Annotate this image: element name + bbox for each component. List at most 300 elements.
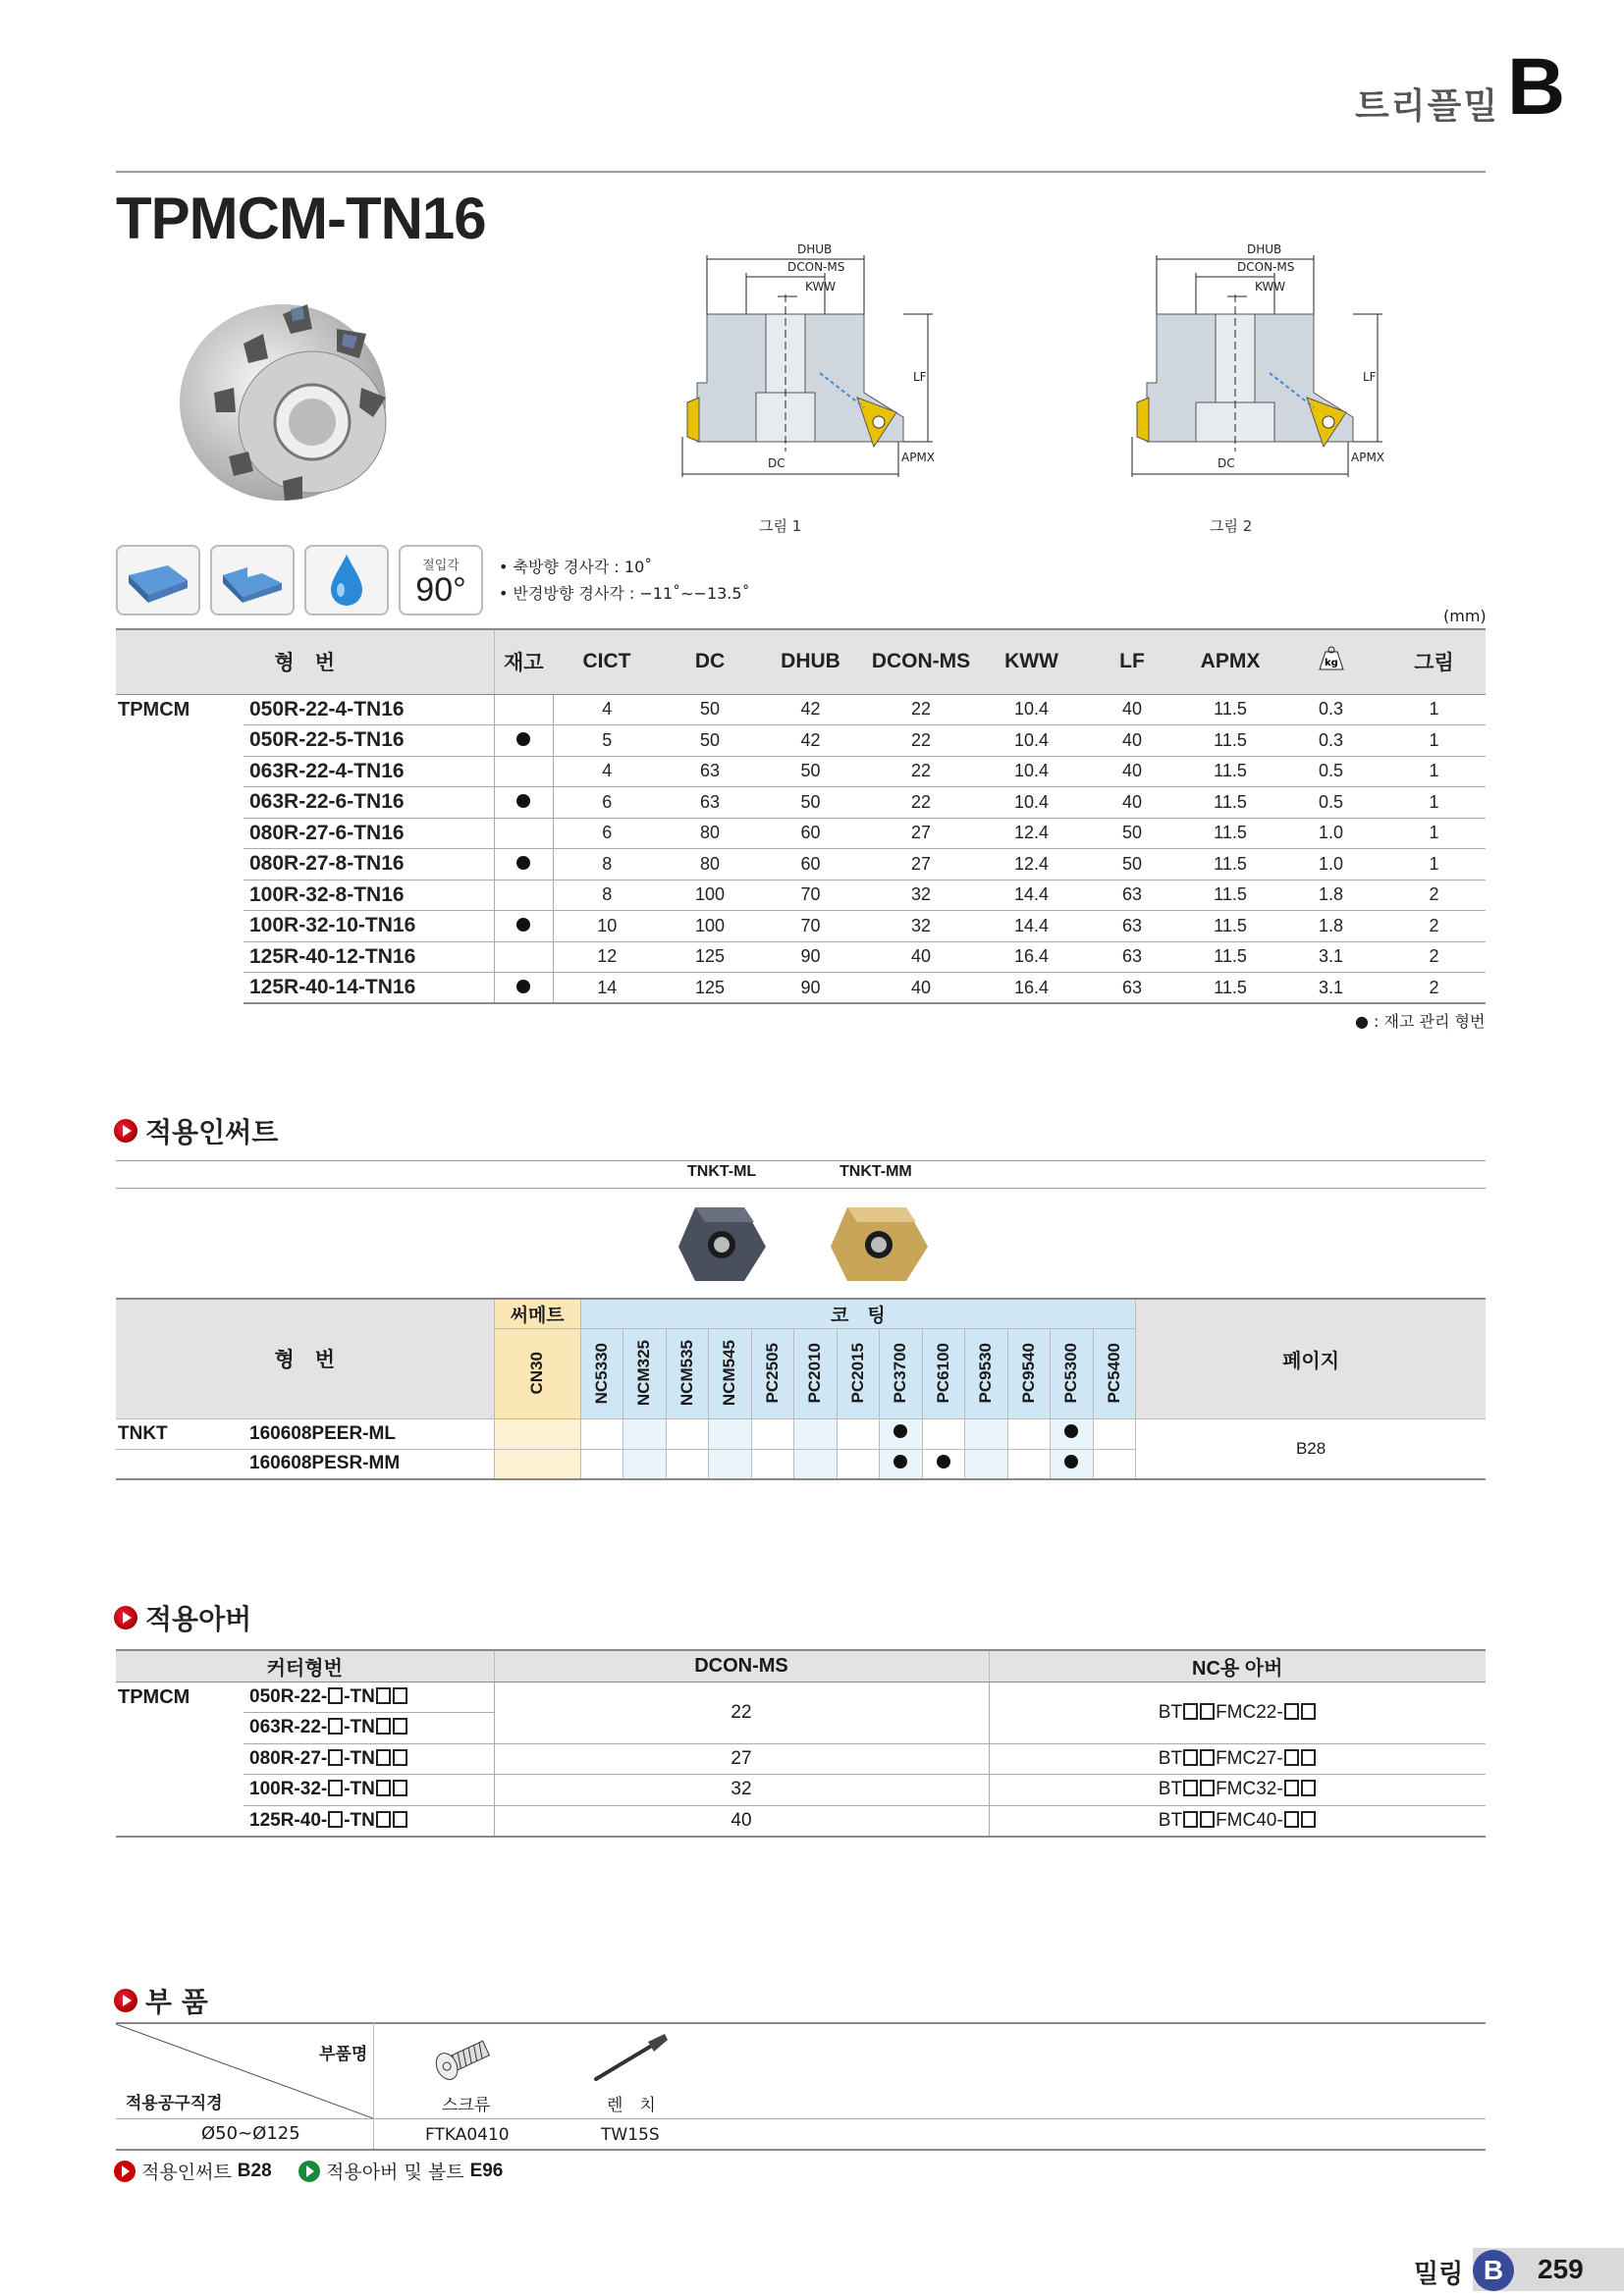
- table-row: [116, 818, 1486, 849]
- spec-cell: 3.1: [1279, 941, 1382, 973]
- grade-header: PC5400: [1093, 1328, 1136, 1418]
- spec-cell: 63: [1083, 880, 1181, 911]
- spec-cell: 50: [661, 725, 759, 757]
- spec-cell: 63: [661, 787, 759, 819]
- col-lf: LF: [1083, 629, 1181, 694]
- insert-name-line: [116, 1188, 1486, 1189]
- section-arrow-icon: [114, 1606, 137, 1629]
- available-dot-icon: [1064, 1455, 1078, 1468]
- table-row: [116, 911, 1486, 942]
- arbor-row: [116, 1743, 1486, 1775]
- placeholder-box-icon: [1284, 1703, 1299, 1720]
- label-dc: DC: [768, 456, 785, 470]
- grade-cell: [965, 1449, 1008, 1479]
- model-code: 100R-32-8-TN16: [244, 880, 494, 911]
- placeholder-box-icon: [1200, 1749, 1215, 1766]
- spec-table: [116, 628, 1486, 1004]
- arbor-table: [116, 1649, 1486, 1838]
- insert-model: 160608PEER-ML: [244, 1418, 494, 1449]
- spec-cell: 90: [759, 973, 862, 1004]
- spec-cell: 70: [759, 911, 862, 942]
- page-title: TPMCM-TN16: [116, 186, 486, 251]
- spec-cell: 22: [862, 725, 980, 757]
- spec-cell: 10: [553, 911, 661, 942]
- model-code: 100R-32-10-TN16: [244, 911, 494, 942]
- spec-cell: 11.5: [1181, 880, 1279, 911]
- spec-cell: 11.5: [1181, 849, 1279, 881]
- spec-cell: 1: [1382, 787, 1486, 819]
- available-dot-icon: [893, 1455, 907, 1468]
- spec-cell: 0.5: [1279, 787, 1382, 819]
- arbor-dcon: 22: [494, 1682, 989, 1743]
- grade-cell: [494, 1418, 580, 1449]
- model-code: 125R-40-12-TN16: [244, 941, 494, 973]
- spec-cell: 14.4: [980, 911, 1083, 942]
- model-group: TPMCM: [118, 698, 190, 721]
- spec-cell: 12: [553, 941, 661, 973]
- table-row: [116, 787, 1486, 819]
- spec-cell: 90: [759, 941, 862, 973]
- model-code: 063R-22-6-TN16: [244, 787, 494, 819]
- table-row: [116, 756, 1486, 787]
- stock-cell: [494, 725, 553, 757]
- spec-cell: 50: [759, 756, 862, 787]
- arbor-model: 063R-22- -TN: [244, 1713, 494, 1744]
- ref-arrow-icon: [114, 2161, 135, 2182]
- placeholder-box-icon: [1200, 1780, 1215, 1796]
- grade-cell: [1051, 1418, 1094, 1449]
- col-model: 형 번: [116, 629, 494, 694]
- spec-cell: 40: [1083, 756, 1181, 787]
- arbor-row: [116, 1805, 1486, 1837]
- stock-cell: [494, 973, 553, 1004]
- spec-cell: 63: [1083, 973, 1181, 1004]
- spec-cell: 63: [1083, 941, 1181, 973]
- svg-text:LF: LF: [1363, 370, 1377, 384]
- spec-cell: 125: [661, 973, 759, 1004]
- spec-cell: 1.0: [1279, 849, 1382, 881]
- part-screw-code: FTKA0410: [425, 2125, 510, 2145]
- grade-cell: [880, 1449, 923, 1479]
- ref-insert-link[interactable]: 적용인써트 B28: [114, 2158, 272, 2184]
- available-dot-icon: [937, 1455, 950, 1468]
- spec-cell: 2: [1382, 973, 1486, 1004]
- insert-name-mm: TNKT-MM: [839, 1163, 912, 1180]
- table-row: [116, 694, 1486, 725]
- label-kww: KWW: [805, 280, 837, 294]
- stock-cell: [494, 818, 553, 849]
- stock-dot-icon: [516, 980, 530, 993]
- spec-cell: 11.5: [1181, 787, 1279, 819]
- spec-cell: 50: [1083, 818, 1181, 849]
- col-apmx: APMX: [1181, 629, 1279, 694]
- label-lf: LF: [913, 370, 927, 384]
- stock-cell: [494, 880, 553, 911]
- insert-page-ref: B28: [1136, 1418, 1486, 1479]
- grade-cell: [580, 1418, 623, 1449]
- spec-cell: 1.8: [1279, 880, 1382, 911]
- radial-rake-angle: • 반경방향 경사각 : −11˚∼−13.5˚: [499, 584, 750, 603]
- available-dot-icon: [893, 1424, 907, 1438]
- arbor-col-cutter: 커터형번: [116, 1650, 494, 1682]
- stock-cell: [494, 941, 553, 973]
- model-code: 125R-40-14-TN16: [244, 973, 494, 1004]
- spec-cell: 16.4: [980, 973, 1083, 1004]
- part-screw-name: 스크류: [442, 2096, 491, 2115]
- tool-dia-label: 적용공구직경: [126, 2094, 223, 2113]
- col-figure: 그림: [1382, 629, 1486, 694]
- arbor-code: BT FMC27-: [989, 1743, 1486, 1775]
- approach-angle-badge: [399, 545, 483, 615]
- placeholder-box-icon: [328, 1749, 343, 1766]
- header-divider: [116, 171, 1486, 173]
- spec-cell: 1: [1382, 694, 1486, 725]
- grade-cell: [794, 1418, 838, 1449]
- spec-cell: 14: [553, 973, 661, 1004]
- stock-dot-icon: [516, 918, 530, 932]
- arbor-dcon: 32: [494, 1775, 989, 1806]
- spec-cell: 11.5: [1181, 818, 1279, 849]
- spec-cell: 11.5: [1181, 725, 1279, 757]
- col-kww: KWW: [980, 629, 1083, 694]
- svg-text:DCON-MS: DCON-MS: [1237, 260, 1295, 274]
- arbor-group: [116, 1713, 244, 1744]
- arbor-col-dcon: DCON-MS: [494, 1650, 989, 1682]
- placeholder-box-icon: [376, 1718, 391, 1735]
- grade-cell: [1007, 1418, 1051, 1449]
- spec-cell: 4: [553, 694, 661, 725]
- spec-cell: 80: [661, 849, 759, 881]
- arbor-model: 100R-32- -TN: [244, 1775, 494, 1806]
- insert-model: 160608PESR-MM: [244, 1449, 494, 1479]
- grade-header: PC9530: [965, 1328, 1008, 1418]
- label-apmx: APMX: [901, 451, 936, 464]
- placeholder-box-icon: [1183, 1780, 1198, 1796]
- axial-rake-angle: • 축방향 경사각 : 10˚: [499, 558, 653, 576]
- spec-cell: 2: [1382, 911, 1486, 942]
- insert-group: [116, 1449, 244, 1479]
- insert-table: [116, 1298, 1486, 1480]
- spec-cell: 8: [553, 849, 661, 881]
- grade-header: NC5330: [580, 1328, 623, 1418]
- arbor-group: TPMCM: [118, 1685, 190, 1708]
- parts-header-line: [116, 2118, 1486, 2119]
- col-cict: CICT: [553, 629, 661, 694]
- spec-cell: 80: [661, 818, 759, 849]
- grade-cell: [922, 1418, 965, 1449]
- insert-group: TNKT: [116, 1418, 244, 1449]
- placeholder-box-icon: [393, 1780, 407, 1796]
- model-code: 080R-27-6-TN16: [244, 818, 494, 849]
- spec-cell: 12.4: [980, 849, 1083, 881]
- screw-icon: [432, 2030, 501, 2089]
- stock-cell: [494, 849, 553, 881]
- spec-cell: 40: [1083, 694, 1181, 725]
- insert-tnkt-mm-image: [828, 1202, 931, 1286]
- arbor-code: BT FMC22-: [989, 1682, 1486, 1743]
- spec-cell: 70: [759, 880, 862, 911]
- svg-text:DHUB: DHUB: [1247, 242, 1282, 256]
- grade-header: PC6100: [922, 1328, 965, 1418]
- insert-row: [116, 1418, 1486, 1449]
- arbor-code: BT FMC40-: [989, 1805, 1486, 1837]
- col-stock: 재고: [494, 629, 553, 694]
- grade-cell: [751, 1449, 794, 1479]
- spec-cell: 6: [553, 787, 661, 819]
- grade-cell: [1093, 1449, 1136, 1479]
- label-dhub: DHUB: [797, 242, 833, 256]
- spec-cell: 1.0: [1279, 818, 1382, 849]
- grade-header: NCM535: [666, 1328, 709, 1418]
- placeholder-box-icon: [1284, 1780, 1299, 1796]
- placeholder-box-icon: [1200, 1811, 1215, 1828]
- grade-header: PC9540: [1007, 1328, 1051, 1418]
- category-title: 트리플밀: [1355, 86, 1500, 127]
- placeholder-box-icon: [328, 1687, 343, 1704]
- spec-cell: 10.4: [980, 756, 1083, 787]
- spec-cell: 1: [1382, 818, 1486, 849]
- spec-cell: 11.5: [1181, 756, 1279, 787]
- spec-cell: 3.1: [1279, 973, 1382, 1004]
- spec-cell: 100: [661, 880, 759, 911]
- grade-cell: [837, 1449, 880, 1479]
- part-wrench-code: TW15S: [601, 2125, 660, 2145]
- grade-header: NCM545: [709, 1328, 752, 1418]
- grade-header: NCM325: [623, 1328, 667, 1418]
- table-row: [116, 880, 1486, 911]
- grade-cell: [837, 1418, 880, 1449]
- placeholder-box-icon: [1183, 1703, 1198, 1720]
- grade-cell: [1051, 1449, 1094, 1479]
- spec-cell: 60: [759, 849, 862, 881]
- spec-cell: 60: [759, 818, 862, 849]
- spec-cell: 27: [862, 849, 980, 881]
- coolant-drop-icon: [304, 545, 389, 615]
- spec-cell: 27: [862, 818, 980, 849]
- placeholder-box-icon: [376, 1811, 391, 1828]
- cutter-product-image: [165, 275, 391, 510]
- grade-cell: [965, 1418, 1008, 1449]
- approach-angle-value: 90°: [415, 570, 466, 609]
- spec-cell: 42: [759, 694, 862, 725]
- stock-dot-icon: [516, 732, 530, 746]
- arbor-group: [116, 1775, 244, 1806]
- spec-cell: 40: [1083, 725, 1181, 757]
- placeholder-box-icon: [328, 1811, 343, 1828]
- placeholder-box-icon: [1284, 1749, 1299, 1766]
- figure-2-caption: 그림 2: [1210, 517, 1253, 535]
- footer-section-badge: B: [1473, 2250, 1514, 2291]
- stock-cell: [494, 694, 553, 725]
- spec-cell: 1: [1382, 756, 1486, 787]
- approach-angle-label: 절입각: [422, 558, 460, 573]
- spec-cell: 0.3: [1279, 694, 1382, 725]
- model-code: 050R-22-4-TN16: [244, 694, 494, 725]
- spec-cell: 5: [553, 725, 661, 757]
- stock-dot-icon: [516, 856, 530, 870]
- grade-header: PC5300: [1051, 1328, 1094, 1418]
- col-weight: [1279, 629, 1382, 694]
- arbor-group: [116, 1743, 244, 1775]
- table-row: [116, 849, 1486, 881]
- spec-cell: 40: [862, 941, 980, 973]
- ref-arbor-link[interactable]: 적용아버 및 볼트 E96: [298, 2158, 503, 2184]
- spec-cell: 50: [1083, 849, 1181, 881]
- footer-category: 밀링: [1414, 2260, 1464, 2289]
- spec-cell: 14.4: [980, 880, 1083, 911]
- insert-tnkt-ml-image: [676, 1202, 769, 1286]
- part-wrench-name: 렌 치: [607, 2096, 656, 2115]
- part-name-label: 부품명: [319, 2045, 368, 2064]
- weight-kg-icon: [1312, 646, 1351, 671]
- arbor-row: [116, 1682, 1486, 1713]
- tool-dia-value: Ø50∼Ø125: [201, 2123, 300, 2144]
- grade-cell: [666, 1418, 709, 1449]
- placeholder-box-icon: [1301, 1811, 1316, 1828]
- spec-cell: 32: [862, 880, 980, 911]
- model-code: 050R-22-5-TN16: [244, 725, 494, 757]
- grade-cell: [922, 1449, 965, 1479]
- spec-cell: 32: [862, 911, 980, 942]
- placeholder-box-icon: [393, 1718, 407, 1735]
- placeholder-box-icon: [328, 1780, 343, 1796]
- spec-cell: 50: [661, 694, 759, 725]
- spec-cell: 63: [661, 756, 759, 787]
- grade-header: PC2015: [837, 1328, 880, 1418]
- arbor-code: BT FMC32-: [989, 1775, 1486, 1806]
- placeholder-box-icon: [376, 1687, 391, 1704]
- available-dot-icon: [1064, 1424, 1078, 1438]
- model-code: 080R-27-8-TN16: [244, 849, 494, 881]
- placeholder-box-icon: [393, 1749, 407, 1766]
- spec-cell: 11.5: [1181, 911, 1279, 942]
- spec-cell: 2: [1382, 941, 1486, 973]
- insert-col-cermet: 써메트: [494, 1299, 580, 1328]
- placeholder-box-icon: [1284, 1811, 1299, 1828]
- placeholder-box-icon: [1301, 1780, 1316, 1796]
- grade-cell: [623, 1449, 667, 1479]
- spec-cell: 11.5: [1181, 973, 1279, 1004]
- grade-cell: [709, 1449, 752, 1479]
- spec-cell: 10.4: [980, 694, 1083, 725]
- grade-cell: [580, 1449, 623, 1479]
- spec-cell: 50: [759, 787, 862, 819]
- placeholder-box-icon: [376, 1780, 391, 1796]
- spec-cell: 100: [661, 911, 759, 942]
- wrench-icon: [591, 2032, 670, 2086]
- section-arrow-icon: [114, 1119, 137, 1143]
- diagram-figure-1: [677, 236, 972, 491]
- insert-col-coating: 코 팅: [580, 1299, 1136, 1328]
- spec-cell: 0.5: [1279, 756, 1382, 787]
- ref-arrow-icon: [298, 2161, 320, 2182]
- insert-name-ml: TNKT-ML: [687, 1163, 757, 1180]
- spec-cell: 11.5: [1181, 694, 1279, 725]
- svg-text:KWW: KWW: [1255, 280, 1286, 294]
- table-row: [116, 941, 1486, 973]
- label-dcon: DCON-MS: [787, 260, 845, 274]
- arbor-model: 050R-22- -TN: [244, 1682, 494, 1713]
- spec-cell: 22: [862, 756, 980, 787]
- stock-cell: [494, 756, 553, 787]
- table-row: [116, 973, 1486, 1004]
- spec-cell: 16.4: [980, 941, 1083, 973]
- unit-label: (mm): [1443, 607, 1487, 625]
- insert-top-line: [116, 1160, 1486, 1161]
- spec-cell: 6: [553, 818, 661, 849]
- arbor-model: 080R-27- -TN: [244, 1743, 494, 1775]
- placeholder-box-icon: [393, 1811, 407, 1828]
- arbor-dcon: 27: [494, 1743, 989, 1775]
- diagram-figure-2: [1127, 236, 1422, 491]
- grade-cell: [666, 1449, 709, 1479]
- parts-section-heading: 부 품: [114, 1981, 208, 2020]
- grade-cell: [1007, 1449, 1051, 1479]
- insert-section-heading: 적용인써트: [114, 1111, 278, 1150]
- spec-cell: 11.5: [1181, 941, 1279, 973]
- page-number: 259: [1538, 2254, 1584, 2284]
- col-dhub: DHUB: [759, 629, 862, 694]
- parts-bottom-line: [116, 2149, 1486, 2151]
- svg-text:kg: kg: [1324, 658, 1338, 669]
- model-code: 063R-22-4-TN16: [244, 756, 494, 787]
- spec-cell: 8: [553, 880, 661, 911]
- arbor-group: [116, 1805, 244, 1837]
- grade-cell: [709, 1418, 752, 1449]
- stock-cell: [494, 911, 553, 942]
- svg-text:DC: DC: [1218, 456, 1235, 470]
- placeholder-box-icon: [1301, 1703, 1316, 1720]
- insert-col-model: 형 번: [116, 1299, 494, 1418]
- table-row: [116, 725, 1486, 757]
- spec-cell: 1.8: [1279, 911, 1382, 942]
- grade-cell: [1093, 1418, 1136, 1449]
- grade-cell: [880, 1418, 923, 1449]
- spec-cell: 40: [862, 973, 980, 1004]
- spec-cell: 12.4: [980, 818, 1083, 849]
- grade-header: PC2010: [794, 1328, 838, 1418]
- stock-dot-icon: [516, 794, 530, 808]
- col-dc: DC: [661, 629, 759, 694]
- section-letter: B: [1507, 42, 1566, 132]
- stock-note: ● : 재고 관리 형번: [1355, 1012, 1486, 1031]
- spec-cell: 2: [1382, 880, 1486, 911]
- placeholder-box-icon: [1200, 1703, 1215, 1720]
- spec-cell: 22: [862, 694, 980, 725]
- grade-header: CN30: [494, 1328, 580, 1418]
- placeholder-box-icon: [1183, 1811, 1198, 1828]
- spec-cell: 63: [1083, 911, 1181, 942]
- spec-cell: 42: [759, 725, 862, 757]
- grade-cell: [494, 1449, 580, 1479]
- placeholder-box-icon: [328, 1718, 343, 1735]
- svg-text:APMX: APMX: [1351, 451, 1385, 464]
- spec-cell: 0.3: [1279, 725, 1382, 757]
- arbor-model: 125R-40- -TN: [244, 1805, 494, 1837]
- spec-cell: 10.4: [980, 787, 1083, 819]
- spec-cell: 1: [1382, 725, 1486, 757]
- spec-cell: 22: [862, 787, 980, 819]
- grade-cell: [794, 1449, 838, 1479]
- spec-cell: 1: [1382, 849, 1486, 881]
- grade-header: PC2505: [751, 1328, 794, 1418]
- placeholder-box-icon: [376, 1749, 391, 1766]
- arbor-row: [116, 1775, 1486, 1806]
- spec-cell: 40: [1083, 787, 1181, 819]
- spec-cell: 10.4: [980, 725, 1083, 757]
- section-arrow-icon: [114, 1989, 137, 2012]
- placeholder-box-icon: [1301, 1749, 1316, 1766]
